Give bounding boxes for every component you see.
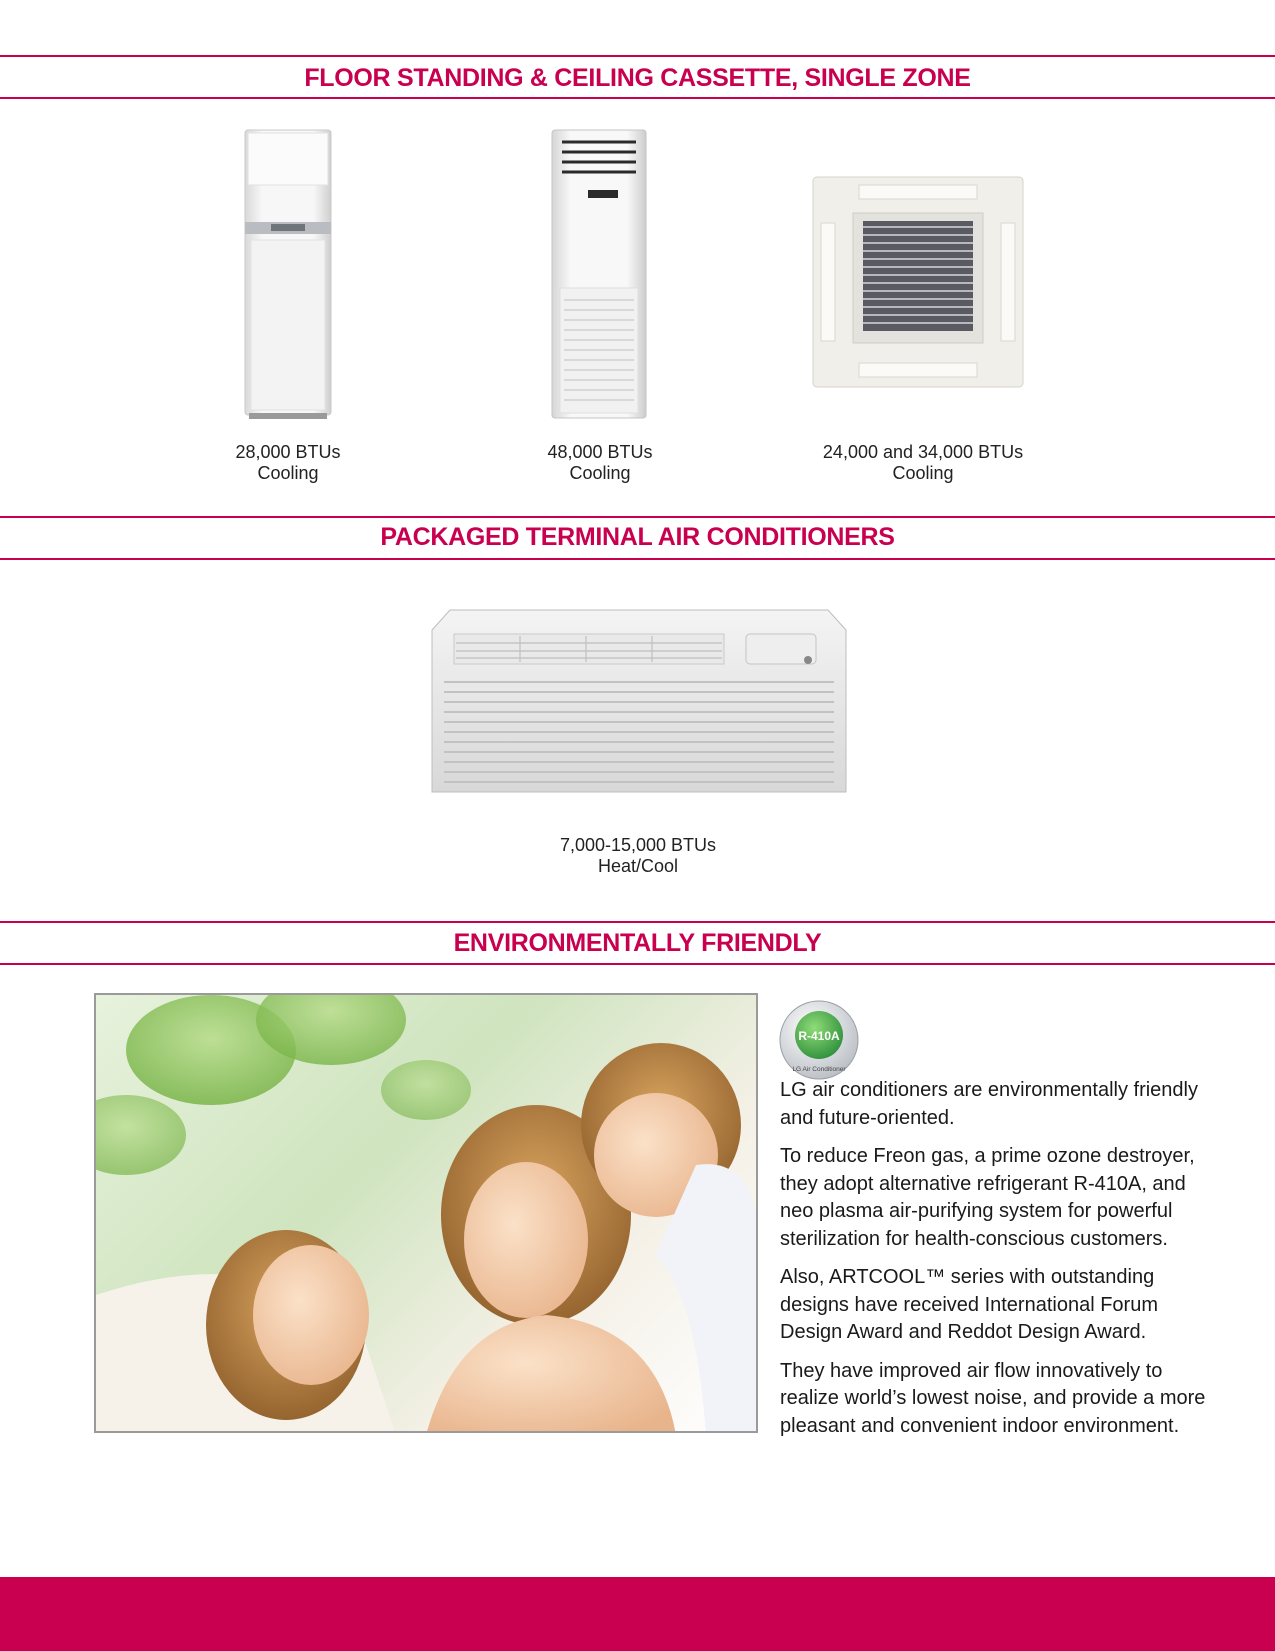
badge-ring-text: LG Air Conditioner xyxy=(792,1066,846,1073)
env-paragraph-1: LG air conditioners are environmentally friendly and future-oriented. xyxy=(780,1079,1198,1129)
floor-unit-28000-image xyxy=(243,128,333,422)
bottom-rule-2 xyxy=(0,558,1275,560)
family-photo xyxy=(94,993,758,1433)
top-rule-2 xyxy=(0,516,1275,518)
product-mode: Heat/Cool xyxy=(597,856,679,876)
env-paragraph-4: They have improved air flow innovatively to realize world’s lowest noise, and provide a more pleasant and convenient indoor environment. xyxy=(780,1359,1206,1437)
floor-unit-48000-image xyxy=(550,128,648,422)
family-illustration xyxy=(96,995,758,1433)
product-mode: Cooling xyxy=(569,463,631,483)
product-caption-ptac xyxy=(538,835,738,877)
env-description xyxy=(780,1077,1210,1451)
env-paragraph-3: Also, ARTCOOL™ series with outstanding designs have received International Forum Design Award and Reddot Design Award. xyxy=(780,1266,1158,1343)
section-title-ptac: PACKAGED TERMINAL AIR CONDITIONERS xyxy=(380,523,895,551)
top-rule-1 xyxy=(0,55,1275,57)
footer-bar xyxy=(0,1577,1275,1651)
r410a-badge-icon xyxy=(778,999,860,1081)
top-rule-3 xyxy=(0,921,1275,923)
product-caption-2 xyxy=(500,442,700,484)
product-btu: 48,000 BTUs xyxy=(547,442,653,462)
badge-r410a-text: R-410A xyxy=(798,1029,840,1043)
product-mode: Cooling xyxy=(257,463,319,483)
product-btu: 7,000-15,000 BTUs xyxy=(559,835,717,855)
ptac-unit-image xyxy=(430,608,848,796)
bottom-rule-3 xyxy=(0,963,1275,965)
product-btu: 24,000 and 34,000 BTUs xyxy=(822,442,1024,462)
env-paragraph-2: To reduce Freon gas, a prime ozone destroyer, they adopt alternative refrigerant R-410A, and neo plasma air-purifying system for powerful sterilization for health-conscious customers. xyxy=(780,1145,1195,1250)
bottom-rule-1 xyxy=(0,97,1275,99)
section-title-env: ENVIRONMENTALLY FRIENDLY xyxy=(453,929,822,957)
product-mode: Cooling xyxy=(892,463,954,483)
section-title-floor: FLOOR STANDING & CEILING CASSETTE, SINGLE ZONE xyxy=(304,64,971,92)
product-caption-3 xyxy=(778,442,1068,484)
product-btu: 28,000 BTUs xyxy=(235,442,341,462)
product-caption-1 xyxy=(188,442,388,484)
ceiling-cassette-image xyxy=(811,175,1025,389)
